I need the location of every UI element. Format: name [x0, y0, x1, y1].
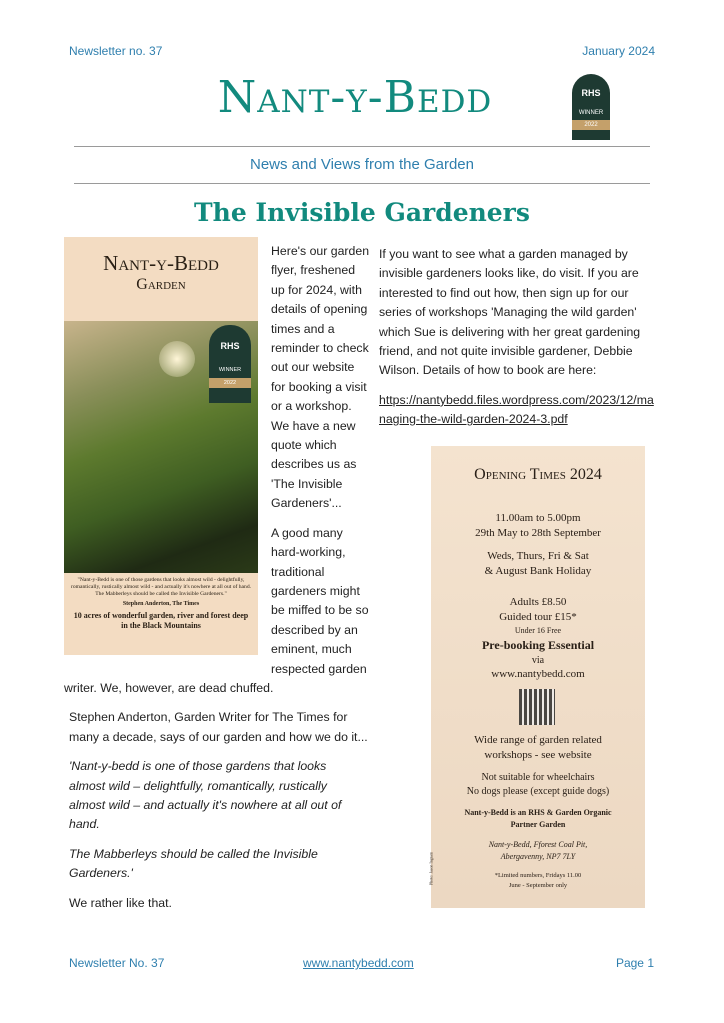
- opening-dates: 29th May to 28th September: [475, 527, 601, 539]
- quote-1: 'Nant-y-bedd is one of those gardens that looks almost wild – delightfully, romantically, rustically almost wild – and actually it's nowhere at all out of hand.: [69, 759, 342, 832]
- price-tour: Guided tour £15*: [499, 611, 577, 623]
- workshops-line: Wide range of garden related: [474, 734, 602, 746]
- flyer-quote: "Nant-y-Bedd is one of those gardens that looks almost wild - delightfully, romantically, rustically almost wild - and actually it's nowhere at all out of hand. The Mabberleys should be called the Invisible Gardeners.": [70, 577, 252, 597]
- badge-year: 2022: [209, 378, 251, 388]
- paragraph-2-end: respected garden writer. We, however, are dead chuffed.: [64, 661, 367, 695]
- newsletter-date: January 2024: [582, 44, 655, 58]
- badge-year: 2022: [572, 120, 610, 130]
- page-number: Page 1: [615, 956, 654, 970]
- opening-days-2: & August Bank Holiday: [484, 565, 592, 577]
- flyer-tagline: 10 acres of wonderful garden, river and forest deep in the Black Mountains: [73, 611, 249, 630]
- tagline: News and Views from the Garden: [250, 156, 474, 173]
- opening-days: Weds, Thurs, Fri & Sat: [487, 550, 589, 562]
- newsletter-number: Newsletter no. 37: [69, 44, 163, 58]
- article-title: The Invisible Gardeners: [194, 198, 530, 227]
- paragraph-2-cont: much: [321, 642, 352, 657]
- note-line-2: June - September only: [508, 882, 568, 889]
- paragraph-2-start: A good many hard-working, traditional gardeners might be miffed to be so described by an eminent,: [271, 525, 369, 657]
- address-line-2: Abergavenny, NP7 7LY: [500, 852, 576, 861]
- partner-line-2: Partner Garden: [510, 820, 566, 829]
- badge-rhs: RHS: [581, 88, 601, 98]
- qr-code: [519, 689, 555, 725]
- masthead: Nant-y-Bedd: [217, 72, 493, 123]
- price-under16: Under 16 Free: [514, 626, 562, 635]
- intro-paragraph: Here's our garden flyer, freshened up for 2024, with details of opening times and a reminder to check out our website for booking a visit or a workshop. We have a new quote which describes us as 'The Invisible Gardeners'...: [271, 244, 370, 511]
- opening-website: www.nantybedd.com: [491, 668, 585, 680]
- rhs-winner-badge: [572, 74, 610, 140]
- access-line: Not suitable for wheelchairs: [481, 772, 595, 783]
- photo-credit: Photo: Jason Ingram: [428, 852, 434, 885]
- closing-line: We rather like that.: [69, 895, 172, 910]
- opening-title: Opening Times 2024: [474, 466, 602, 483]
- quote-2: The Mabberleys should be called the Invisible Gardeners.': [69, 846, 318, 881]
- opening-hours: 11.00am to 5.00pm: [495, 512, 581, 524]
- badge-label: WINNER: [578, 110, 604, 116]
- access-line-2: No dogs please (except guide dogs): [466, 786, 610, 797]
- garden-flyer-image: [64, 237, 258, 655]
- badge-rhs: RHS: [220, 341, 240, 351]
- flyer-title: Nant-y-Bedd: [103, 251, 219, 275]
- left-column: [64, 237, 372, 923]
- paragraph-3: Stephen Anderton, Garden Writer for The Times for many a decade, says of our garden and how we do it...: [69, 710, 368, 744]
- badge-label: WINNER: [218, 367, 242, 373]
- flyer-rhs-badge: [209, 325, 251, 403]
- divider: [74, 146, 650, 147]
- divider: [74, 183, 650, 184]
- workshop-link[interactable]: https://nantybedd.files.wordpress.com/2023/12/managing-the-wild-garden-2024-3.pdf: [379, 392, 654, 427]
- flyer-quote-author: Stephen Anderton, The Times: [122, 601, 200, 607]
- footer-newsletter: Newsletter No. 37: [69, 956, 165, 970]
- right-column: [379, 245, 661, 440]
- opening-times-image: [428, 446, 645, 908]
- price-adults: Adults £8.50: [509, 596, 567, 608]
- address-line: Nant-y-Bedd, Fforest Coal Pit,: [488, 840, 588, 849]
- flyer-subtitle: Garden: [136, 276, 186, 293]
- partner-line: Nant-y-Bedd is an RHS & Garden Organic: [464, 808, 612, 817]
- via: via: [531, 655, 545, 666]
- note-line: *Limited numbers, Fridays 11.00: [494, 872, 582, 879]
- prebook: Pre-booking Essential: [481, 638, 595, 652]
- footer-website-link[interactable]: www.nantybedd.com: [303, 956, 414, 970]
- workshops-line-2: workshops - see website: [484, 749, 592, 761]
- right-paragraph: If you want to see what a garden managed by invisible gardeners looks like, do visit. If you are interested to find out how, then sign up for our series of workshops 'Managing the wild garden' which Sue is delivering with her great gardening friend, and not quite invisible gardener, Debbie Wilson. Details of how to book are here:: [379, 247, 641, 378]
